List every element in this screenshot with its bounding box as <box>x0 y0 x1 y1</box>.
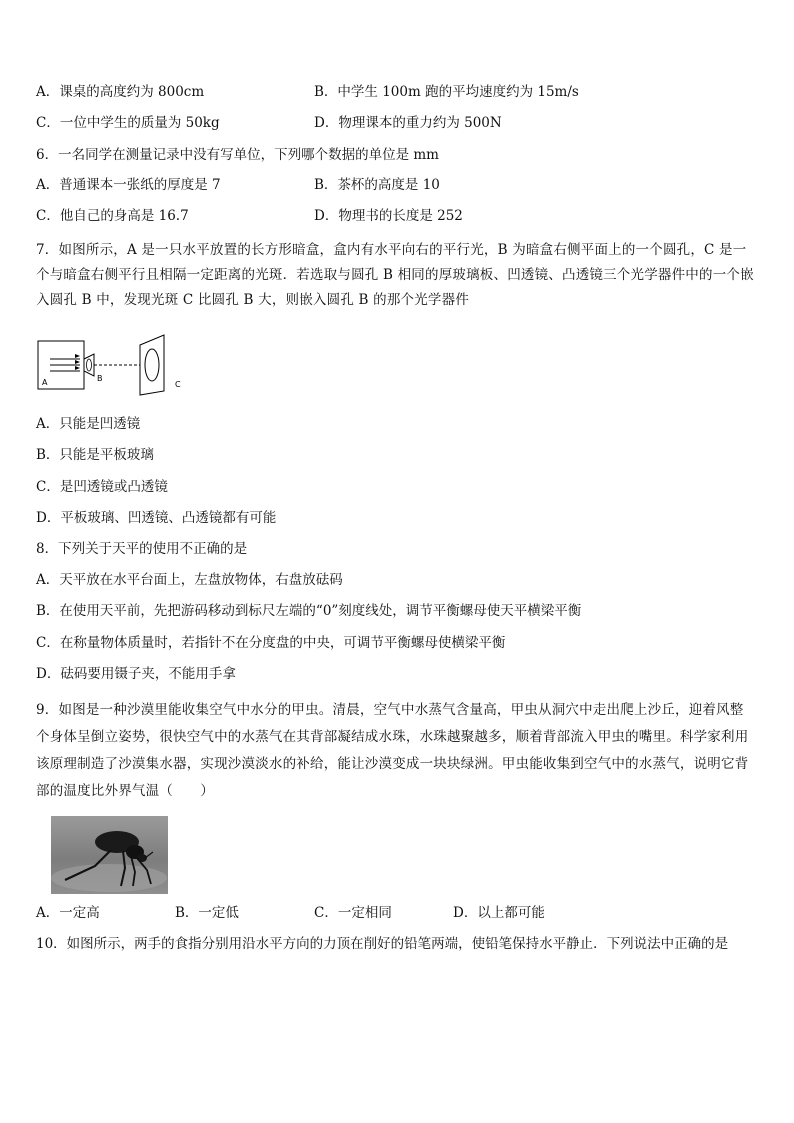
q7-label-b: B <box>97 374 103 383</box>
q8-stem: 8．下列关于天平的使用不正确的是 <box>36 541 248 557</box>
q6-option-c: C．他自己的身高是 16.7 <box>36 208 189 224</box>
q10-stem: 10．如图所示，两手的食指分别用沿水平方向的力顶在削好的铅笔两端，使铅笔保持水平静止．下列说法中正确的是 <box>36 936 729 952</box>
q9-option-a: A．一定高 <box>36 905 100 921</box>
q9-stem: 9．如图是一种沙漠里能收集空气中水分的甲虫。清晨，空气中水蒸气含量高，甲虫从洞穴中走出爬上沙丘，迎着风整个身体呈倒立姿势，很快空气中的水蒸气在其背部凝结成水珠，水珠越聚越多，顺着背部流入甲虫的嘴里。科学家利用该原理制造了沙漠集水器，实现沙漠淡水的补给，能让沙漠变成一块块绿洲。甲虫能收集到空气中的水蒸气，说明它背部的温度比外界气温（ ） <box>36 702 749 799</box>
q7-option-c: C．是凹透镜或凸透镜 <box>36 479 168 495</box>
q8-option-b: B．在使用天平前，先把游码移动到标尺左端的“0”刻度线处，调节平衡螺母使天平横梁平衡 <box>36 603 582 619</box>
q7-label-a: A <box>42 378 48 387</box>
q7-option-b: B．只能是平板玻璃 <box>36 447 154 463</box>
q5-option-d: D．物理课本的重力约为 500N <box>314 115 502 131</box>
q8-option-c: C．在称量物体质量时，若指针不在分度盘的中央，可调节平衡螺母使横梁平衡 <box>36 635 506 651</box>
q6-option-b: B．茶杯的高度是 10 <box>314 177 440 193</box>
q5-option-c: C．一位中学生的质量为 50kg <box>36 115 220 131</box>
q6-option-a: A．普通课本一张纸的厚度是 7 <box>36 177 221 193</box>
q9-option-c: C．一定相同 <box>314 905 392 921</box>
q7-stem: 7．如图所示，A 是一只水平放置的长方形暗盒，盒内有水平向右的平行光，B 为暗盒右侧平面上的一个圆孔，C 是一个与暗盒右侧平行且相隔一定距离的光斑．若选取与圆孔 B 相同的厚玻璃板、凹透镜、凸透镜三个光学器件中的一个嵌入圆孔 B 中，发现光斑 C 比圆孔 B 大，则嵌入圆孔 B 的那个光学器件 <box>36 242 754 308</box>
q8-option-d: D．砝码要用镊子夹，不能用手拿 <box>36 666 236 682</box>
q5-option-a: A．课桌的高度约为 800cm <box>36 84 205 100</box>
q5-option-b: B．中学生 100m 跑的平均速度约为 15m/s <box>314 84 579 100</box>
q8-option-a: A．天平放在水平台面上，左盘放物体，右盘放砝码 <box>36 572 343 588</box>
q7-option-a: A．只能是凹透镜 <box>36 416 141 432</box>
q9-option-d: D．以上都可能 <box>453 905 545 921</box>
q7-label-c: C <box>175 380 181 389</box>
q7-optics-figure <box>36 333 196 399</box>
q6-stem: 6．一名同学在测量记录中没有写单位，下列哪个数据的单位是 mm <box>36 147 439 163</box>
q9-option-b: B．一定低 <box>175 905 239 921</box>
q7-option-d: D．平板玻璃、凹透镜、凸透镜都有可能 <box>36 510 277 526</box>
q6-option-d: D．物理书的长度是 252 <box>314 208 463 224</box>
q9-beetle-photo <box>51 816 168 894</box>
